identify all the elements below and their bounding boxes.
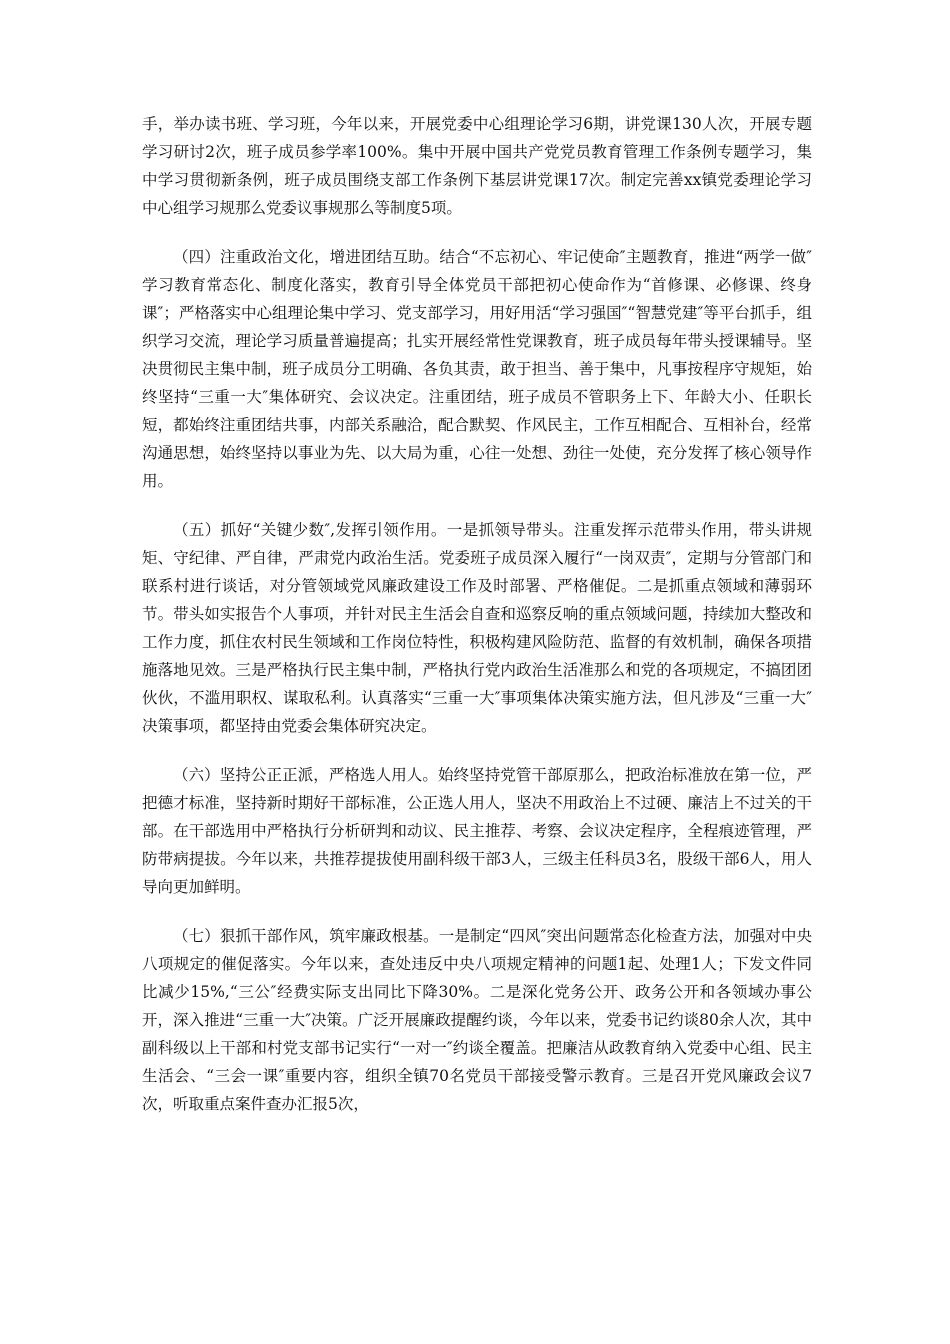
document-body <box>142 110 812 1139</box>
paragraph-continuation: 手，举办读书班、学习班，今年以来，开展党委中心组理论学习6期，讲党课130人次，开展专题学习研讨2次，班子成员参学率100%。集中开展中国共产党党员教育管理工作条例专题学习，集中学习贯彻新条例，班子成员围绕支部工作条例下基层讲党课17次。制定完善xx镇党委理论学习中心组学习规那么党委议事规那么等制度5项。 <box>142 115 812 217</box>
paragraph-section-7: （七）狠抓干部作风，筑牢廉政根基。一是制定“四风″突出问题常态化检查方法，加强对中央八项规定的催促落实。今年以来，查处违反中央八项规定精神的问题1起、处理1人；下发文件同比减少15%,“三公″经费实际支出同比下降30%。二是深化党务公开、政务公开和各领域办事公开，深入推进“三重一大″决策。广泛开展廉政提醒约谈，今年以来，党委书记约谈80余人次，其中副科级以上干部和村党支部书记实行“一对一″约谈全覆盖。把廉洁从政教育纳入党委中心组、民主生活会、“三会一课″重要内容，组织全镇70名党员干部接受警示教育。三是召开党风廉政会议7次，听取重点案件查办汇报5次， <box>142 927 812 1113</box>
paragraph-section-4: （四）注重政治文化，增进团结互助。结合“不忘初心、牢记使命″主题教育，推进“两学一做″学习教育常态化、制度化落实，教育引导全体党员干部把初心使命作为“首修课、必修课、终身课″；严格落实中心组理论集中学习、党支部学习，用好用活“学习强国″“智慧党建″等平台抓手，组织学习交流，理论学习质量普遍提高；扎实开展经常性党课教育，班子成员每年带头授课辅导。坚决贯彻民主集中制，班子成员分工明确、各负其责，敢于担当、善于集中，凡事按程序守规矩，始终坚持“三重一大″集体研究、会议决定。注重团结，班子成员不管职务上下、年龄大小、任职长短，都始终注重团结共事，内部关系融洽，配合默契、作风民主，工作互相配合、互相补台，经常沟通思想，始终坚持以事业为先、以大局为重，心往一处想、劲往一处使，充分发挥了核心领导作用。 <box>142 248 812 490</box>
paragraph-section-5: （五）抓好“关键少数″,发挥引领作用。一是抓领导带头。注重发挥示范带头作用，带头讲规矩、守纪律、严自律，严肃党内政治生活。党委班子成员深入履行“一岗双责″，定期与分管部门和联系村进行谈话，对分管领域党风廉政建设工作及时部署、严格催促。二是抓重点领域和薄弱环节。带头如实报告个人事项，并针对民主生活会自查和巡察反响的重点领域问题，持续加大整改和工作力度，抓住农村民生领域和工作岗位特性，积极构建风险防范、监督的有效机制，确保各项措施落地见效。三是严格执行民主集中制，严格执行党内政治生活准那么和党的各项规定，不搞团团伙伙，不滥用职权、谋取私利。认真落实“三重一大″事项集体决策实施方法，但凡涉及“三重一大″决策事项，都坚持由党委会集体研究决定。 <box>142 521 812 735</box>
paragraph-section-6: （六）坚持公正正派，严格选人用人。始终坚持党管干部原那么，把政治标准放在第一位，严把德才标准，坚持新时期好干部标准，公正选人用人，坚决不用政治上不过硬、廉洁上不过关的干部。在干部选用中严格执行分析研判和动议、民主推荐、考察、会议决定程序，全程痕迹管理，严防带病提拔。今年以来，共推荐提拔使用副科级干部3人，三级主任科员3名，股级干部6人，用人导向更加鲜明。 <box>142 766 812 896</box>
